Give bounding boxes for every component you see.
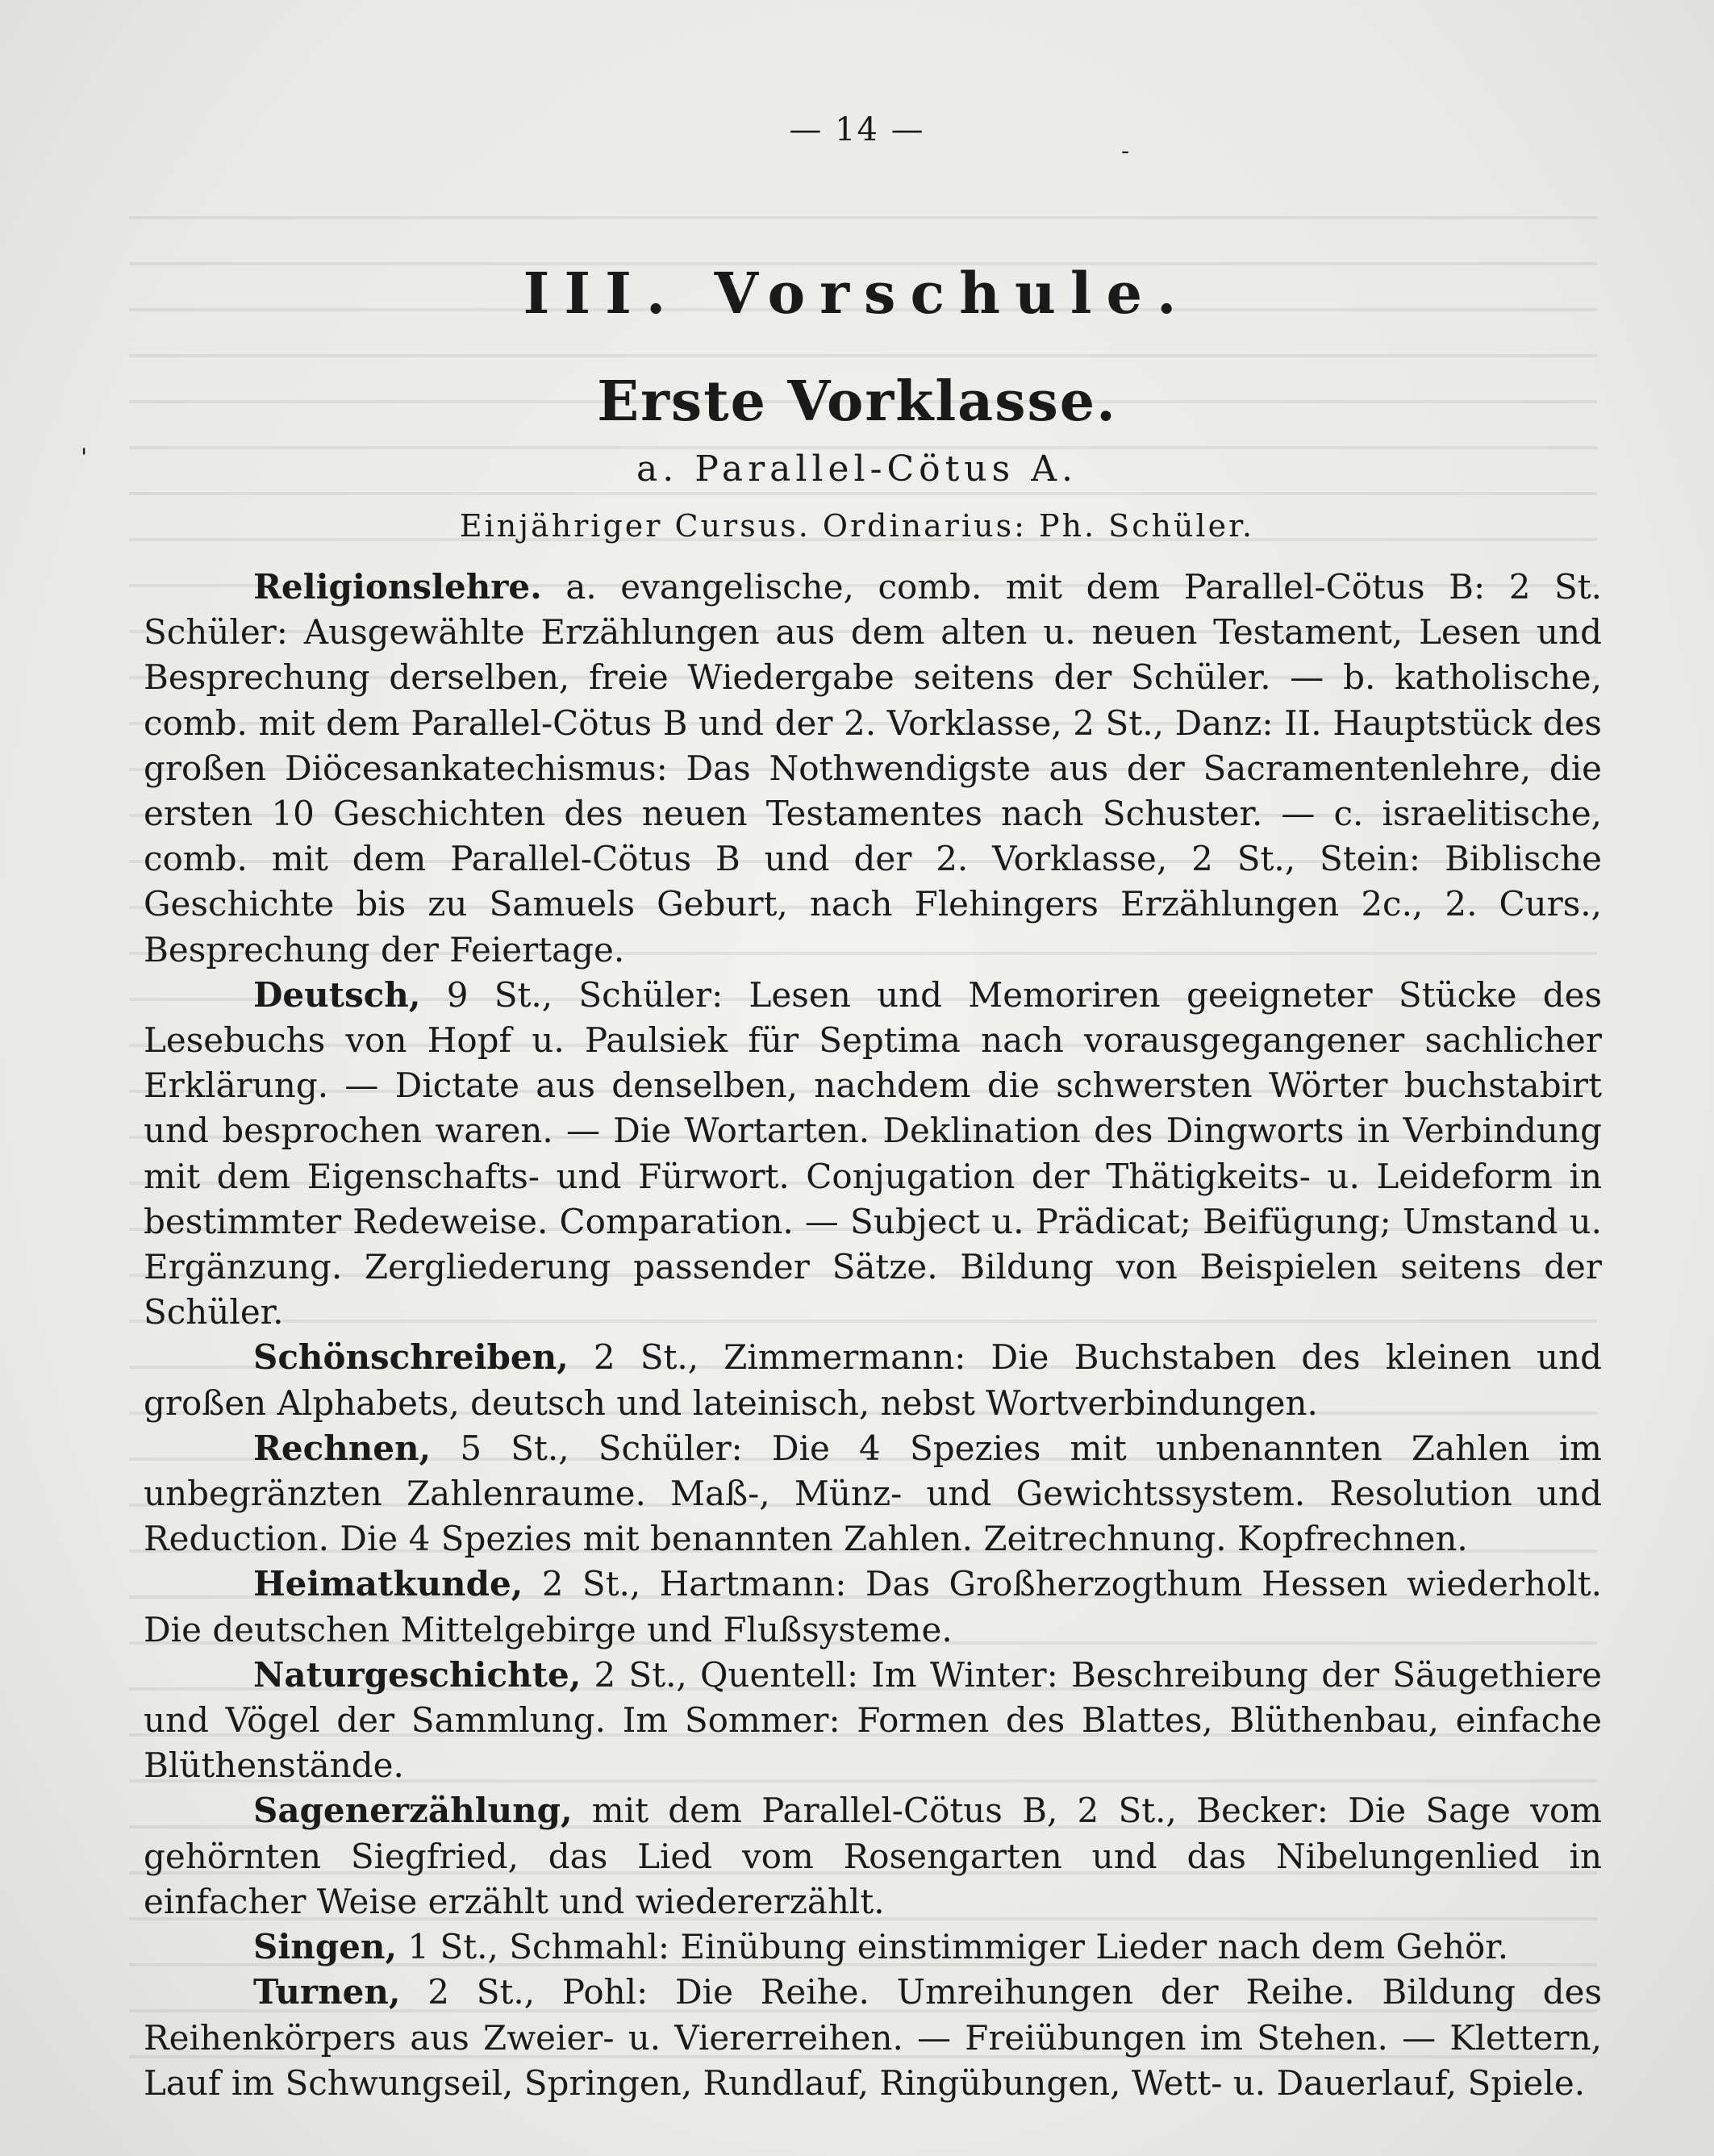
subject-label: Religionslehre. bbox=[253, 567, 542, 607]
ink-speck: ' bbox=[81, 444, 88, 472]
subject-label: Naturgeschichte, bbox=[253, 1654, 582, 1695]
subject-paragraph bbox=[144, 565, 1602, 973]
subject-label: Singen, bbox=[253, 1927, 398, 1967]
subject-label: Turnen, bbox=[253, 1972, 401, 2012]
subject-text: 2 St., Pohl: Die Reihe. Umreihungen der Reihe. Bildung des Reihenkörpers aus Zweier- u. Viererreihen. — Freiübungen im Stehen. — Klettern, Lauf im Schwungseil, Springen, Rundlauf, Ringübungen, Wett- u. Dauerlauf, Spiele. bbox=[144, 1972, 1602, 2103]
subject-paragraph bbox=[144, 1653, 1602, 1789]
cursus-line: Einjähriger Cursus. Ordinarius: Ph. Schüler. bbox=[459, 508, 1255, 544]
subject-paragraph bbox=[144, 1970, 1602, 2106]
page-number: — 14 — bbox=[789, 111, 925, 148]
subject-label: Schönschreiben, bbox=[253, 1337, 569, 1378]
curriculum-body bbox=[144, 565, 1602, 2106]
subject-text: 1 St., Schmahl: Einübung einstimmiger Lieder nach dem Gehör. bbox=[397, 1927, 1509, 1967]
subject-text: 5 St., Schüler: Die 4 Spezies mit unbenannten Zahlen im unbegränzten Zahlenraume. Maß-, Münz- und Gewichtssystem. Resolution und Reduction. Die 4 Spezies mit benannten Zahlen. Zeitrechnung. Kopfrechnen. bbox=[144, 1428, 1602, 1559]
coetus-title: a. Parallel-Cötus A. bbox=[636, 448, 1078, 490]
subject-label: Heimatkunde, bbox=[253, 1564, 523, 1604]
subject-label: Sagenerzählung, bbox=[253, 1791, 573, 1831]
subject-paragraph bbox=[144, 973, 1602, 1336]
subject-paragraph bbox=[144, 1788, 1602, 1925]
subject-text: mit dem Parallel-Cötus B, 2 St., Becker: Die Sage vom gehörnten Siegfried, das Lied vom Rosengarten und das Nibelungenlied in einfacher Weise erzählt und wiedererzählt. bbox=[144, 1791, 1602, 1921]
subject-text: a. evangelische, comb. mit dem Parallel-Cötus B: 2 St. Schüler: Ausgewählte Erzählungen aus dem alten u. neuen Testament, Lesen und Besprechung derselben, freie Wiedergabe seitens der Schüler. — b. katholische, comb. mit dem Parallel-Cötus B und der 2. Vorklasse, 2 St., Danz: II. Hauptstück des großen Diöcesankatechismus: Das Nothwendigste aus der Sacramentenlehre, die ersten 10 Geschichten des neuen Testamentes nach Schuster. — c. israelitische, comb. mit dem Parallel-Cötus B und der 2. Vorklasse, 2 St., Stein: Biblische Geschichte bis zu Samuels Geburt, nach Flehingers Erzählungen 2c., 2. Curs., Besprechung der Feiertage. bbox=[144, 567, 1602, 970]
subject-text: 2 St., Hartmann: Das Großherzogthum Hessen wiederholt. Die deutschen Mittelgebirge und Flußsysteme. bbox=[144, 1564, 1602, 1649]
class-title: Erste Vorklasse. bbox=[597, 369, 1117, 434]
subject-text: 2 St., Zimmermann: Die Buchstaben des kleinen und großen Alphabets, deutsch und lateinisch, nebst Wortverbindungen. bbox=[144, 1337, 1602, 1423]
subject-text: 2 St., Quentell: Im Winter: Beschreibung der Säugethiere und Vögel der Sammlung. Im Sommer: Formen des Blattes, Blüthenbau, einfache Blüthenstände. bbox=[144, 1654, 1602, 1786]
subject-paragraph bbox=[144, 1426, 1602, 1562]
subject-paragraph bbox=[144, 1335, 1602, 1425]
subject-label: Rechnen, bbox=[253, 1428, 432, 1468]
section-title: III. Vorschule. bbox=[523, 260, 1191, 327]
ink-speck: ‑ bbox=[1121, 137, 1130, 165]
subject-label: Deutsch, bbox=[253, 974, 421, 1015]
subject-paragraph bbox=[144, 1925, 1602, 1970]
subject-paragraph bbox=[144, 1562, 1602, 1652]
subject-text: 9 St., Schüler: Lesen und Memoriren geeigneter Stücke des Lesebuchs von Hopf u. Paulsiek für Septima nach vorausgegangener sachlicher Erklärung. — Dictate aus denselben, nachdem die schwersten Wörter buchstabirt und besprochen waren. — Die Wortarten. Deklination des Dingworts in Verbindung mit dem Eigenschafts- und Fürwort. Conjugation der Thätigkeits- u. Leideform in bestimmter Redeweise. Comparation. — Subject u. Prädicat; Beifügung; Umstand u. Ergänzung. Zergliederung passender Sätze. Bildung von Beispielen seitens der Schüler. bbox=[144, 974, 1602, 1332]
